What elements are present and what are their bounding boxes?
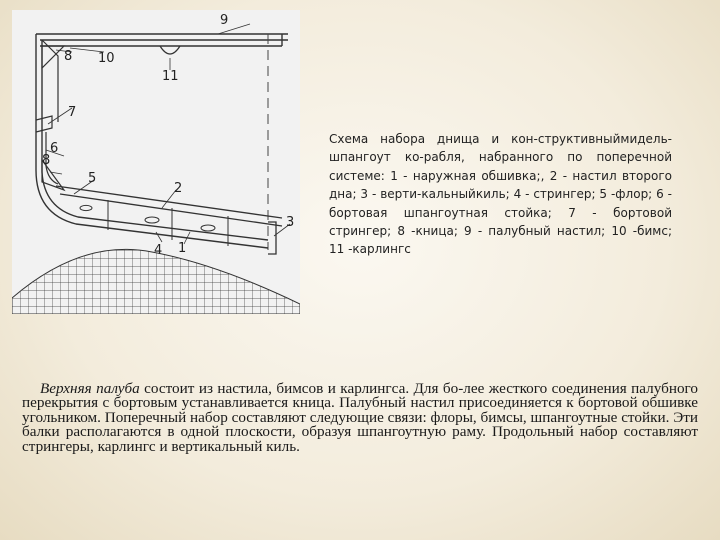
label-11: 11 xyxy=(162,69,179,84)
label-7: 7 xyxy=(68,105,77,120)
label-8-top: 8 xyxy=(64,49,73,64)
label-5: 5 xyxy=(88,171,97,186)
label-8-bottom: 8 xyxy=(42,153,51,168)
italic-term: Верхняя палуба xyxy=(40,380,140,397)
deck-plating xyxy=(36,34,288,46)
ship-frame-diagram xyxy=(12,10,300,314)
body-paragraph xyxy=(22,382,698,454)
side-stringer xyxy=(36,116,52,132)
label-1: 1 xyxy=(178,241,187,256)
label-2: 2 xyxy=(174,181,183,196)
hull-section-grid xyxy=(12,249,300,314)
vertical-keel xyxy=(268,222,276,254)
label-6: 6 xyxy=(50,141,59,156)
deck-girder xyxy=(160,46,180,54)
diagram-svg xyxy=(12,10,300,314)
side-shell xyxy=(36,34,268,248)
upper-bracket xyxy=(42,46,64,68)
leader-lines xyxy=(46,24,290,244)
figure-caption: Схема набора днища и кон-структивныймидель-шпангоут ко-рабля, набранного по поперечной системе: 1 - наружная обшивка;, 2 - настил второго дна; 3 - верти-кальныйкиль; 4 - стрингер; 5 -флор; 6 - бортовая шпангоутная стойка; 7 - бортовой стрингер; 8 -кница; 9 - палубный настил; 10 -бимс; 11 -карлингс xyxy=(329,132,672,257)
label-3: 3 xyxy=(286,215,295,230)
label-10: 10 xyxy=(98,51,115,66)
label-4: 4 xyxy=(154,243,163,258)
label-9: 9 xyxy=(220,13,229,28)
paragraph-text: состоит из настила, бимсов и карлингса. Для бо-лее жесткого соединения палубного перекрытия с бортовым устанавливается кница. Палубный настил присоединяется к бортовой обшивке угольником. Поперечный набор составляют следующие связи: флоры, бимсы, шпангоутные стойки. Эти балки располагаются в одной плоскости, образуя шпангоутную раму. Продольный набор составляют стрингеры, карлингс и вертикальный киль. xyxy=(22,380,698,455)
